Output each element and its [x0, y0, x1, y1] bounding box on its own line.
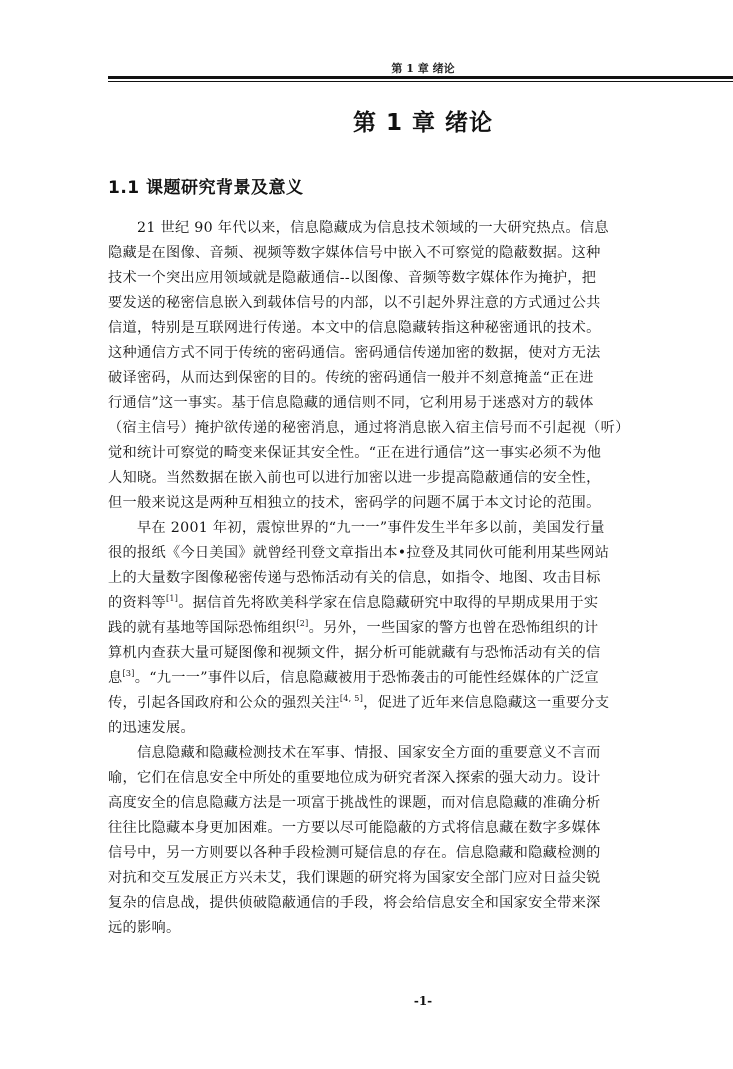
line-text: （宿主信号）掩护欲传递的秘密消息，通过将消息嵌入宿主信号而不引起视（听） [108, 420, 630, 436]
text-line [108, 594, 733, 612]
line-text: 上的大量数字图像秘密传递与恐怖活动有关的信息，如指令、地图、攻击目标 [108, 570, 601, 586]
citation: [2] [296, 619, 309, 628]
citation: [3] [122, 669, 135, 678]
text-line [108, 544, 733, 562]
line-text: 的资料等 [108, 595, 166, 611]
text-line [108, 894, 733, 912]
line-text: 复杂的信息战，提供侦破隐蔽通信的手段，将会给信息安全和国家安全带来深 [108, 895, 601, 911]
text-line [108, 844, 733, 862]
text-line [108, 269, 733, 287]
text-line [108, 644, 733, 662]
line-text: 践的就有基地等国际恐怖组织 [108, 620, 297, 636]
text-line [108, 869, 733, 887]
line-text: 。据信首先将欧美科学家在信息隐藏研究中取得的早期成果用于实 [178, 595, 599, 611]
text-line [108, 494, 733, 512]
text-line [108, 769, 733, 787]
line-text: 技术一个突出应用领域就是隐蔽通信--以图像、音频等数字媒体作为掩护，把 [108, 270, 597, 286]
text-line [108, 569, 733, 587]
text-line [137, 219, 733, 237]
text-line [108, 319, 733, 337]
header-rule-thin [108, 81, 733, 82]
text-line [137, 744, 733, 762]
line-text: 要发送的秘密信息嵌入到载体信号的内部，以不引起外界注意的方式通过公共 [108, 295, 601, 311]
line-text: 人知晓。当然数据在嵌入前也可以进行加密以进一步提高隐蔽通信的安全性， [108, 470, 601, 486]
line-text: 传，引起各国政府和公众的强烈关注 [108, 695, 340, 711]
text-line [108, 369, 733, 387]
line-text: 息 [108, 670, 123, 686]
line-text: 往往比隐藏本身更加困难。一方要以尽可能隐蔽的方式将信息藏在数字多媒体 [108, 820, 601, 836]
line-text: 信道，特别是互联网进行传递。本文中的信息隐藏转指这种秘密通讯的技术。 [108, 320, 601, 336]
text-line [108, 819, 733, 837]
line-text: 破译密码，从而达到保密的目的。传统的密码通信一般并不刻意掩盖“正在进 [108, 370, 594, 386]
line-text: 很的报纸《今日美国》就曾经刊登文章指出本•拉登及其同伙可能利用某些网站 [108, 545, 610, 561]
line-text: 高度安全的信息隐藏方法是一项富于挑战性的课题，而对信息隐藏的准确分析 [108, 795, 601, 811]
line-text: 的迅速发展。 [108, 720, 195, 736]
line-text: 对抗和交互发展正方兴未艾，我们课题的研究将为国家安全部门应对日益尖锐 [108, 870, 601, 886]
text-line [108, 694, 733, 712]
text-line [108, 619, 733, 637]
header-rule-thick [108, 76, 733, 79]
text-line [108, 669, 733, 687]
line-text: 算机内查获大量可疑图像和视频文件，据分析可能就藏有与恐怖活动有关的信 [108, 645, 601, 661]
text-line [108, 919, 733, 937]
line-text: 信息隐藏和隐藏检测技术在军事、情报、国家安全方面的重要意义不言而 [137, 745, 601, 761]
line-text: 。“九一一”事件以后，信息隐藏被用于恐怖袭击的可能性经媒体的广泛宣 [134, 670, 599, 686]
page-number: -1- [413, 994, 433, 1008]
text-line [108, 394, 733, 412]
text-line [137, 519, 733, 537]
line-text: 远的影响。 [108, 920, 181, 936]
line-text: 喻，它们在信息安全中所处的重要地位成为研究者深入探索的强大动力。设计 [108, 770, 601, 786]
citation: [1] [165, 594, 179, 603]
line-text: 。另外，一些国家的警方也曾在恐怖组织的计 [308, 620, 599, 636]
chapter-title: 第 1 章 绪论 [352, 110, 494, 136]
line-text: 觉和统计可察觉的畸变来保证其安全性。“正在进行通信”这一事实必须不为他 [108, 445, 602, 461]
text-line [108, 344, 733, 362]
line-text: 但一般来说这是两种互相独立的技术，密码学的问题不属于本文讨论的范围。 [108, 495, 601, 511]
running-header: 第 1 章 绪论 [391, 62, 455, 75]
text-line [108, 794, 733, 812]
line-text: 这种通信方式不同于传统的密码通信。密码通信传递加密的数据，使对方无法 [108, 345, 601, 361]
section-title: 1.1 课题研究背景及意义 [108, 178, 304, 198]
text-line [108, 244, 733, 262]
line-text: 行通信”这一事实。基于信息隐藏的通信则不同，它利用易于迷惑对方的载体 [108, 395, 594, 411]
text-line [108, 469, 733, 487]
line-text: ，促进了近年来信息隐藏这一重要分支 [363, 695, 610, 711]
text-line [108, 719, 733, 737]
text-line [108, 294, 733, 312]
line-text: 早在 2001 年初，震惊世界的“九一一”事件发生半年多以前，美国发行量 [137, 520, 605, 536]
text-line [108, 419, 733, 437]
citation: [4, 5] [339, 694, 364, 703]
line-text: 21 世纪 90 年代以来，信息隐藏成为信息技术领域的一大研究热点。信息 [137, 220, 609, 236]
text-line [108, 444, 733, 462]
line-text: 隐藏是在图像、音频、视频等数字媒体信号中嵌入不可察觉的隐蔽数据。这种 [108, 245, 601, 261]
line-text: 信号中，另一方则要以各种手段检测可疑信息的存在。信息隐藏和隐藏检测的 [108, 845, 601, 861]
